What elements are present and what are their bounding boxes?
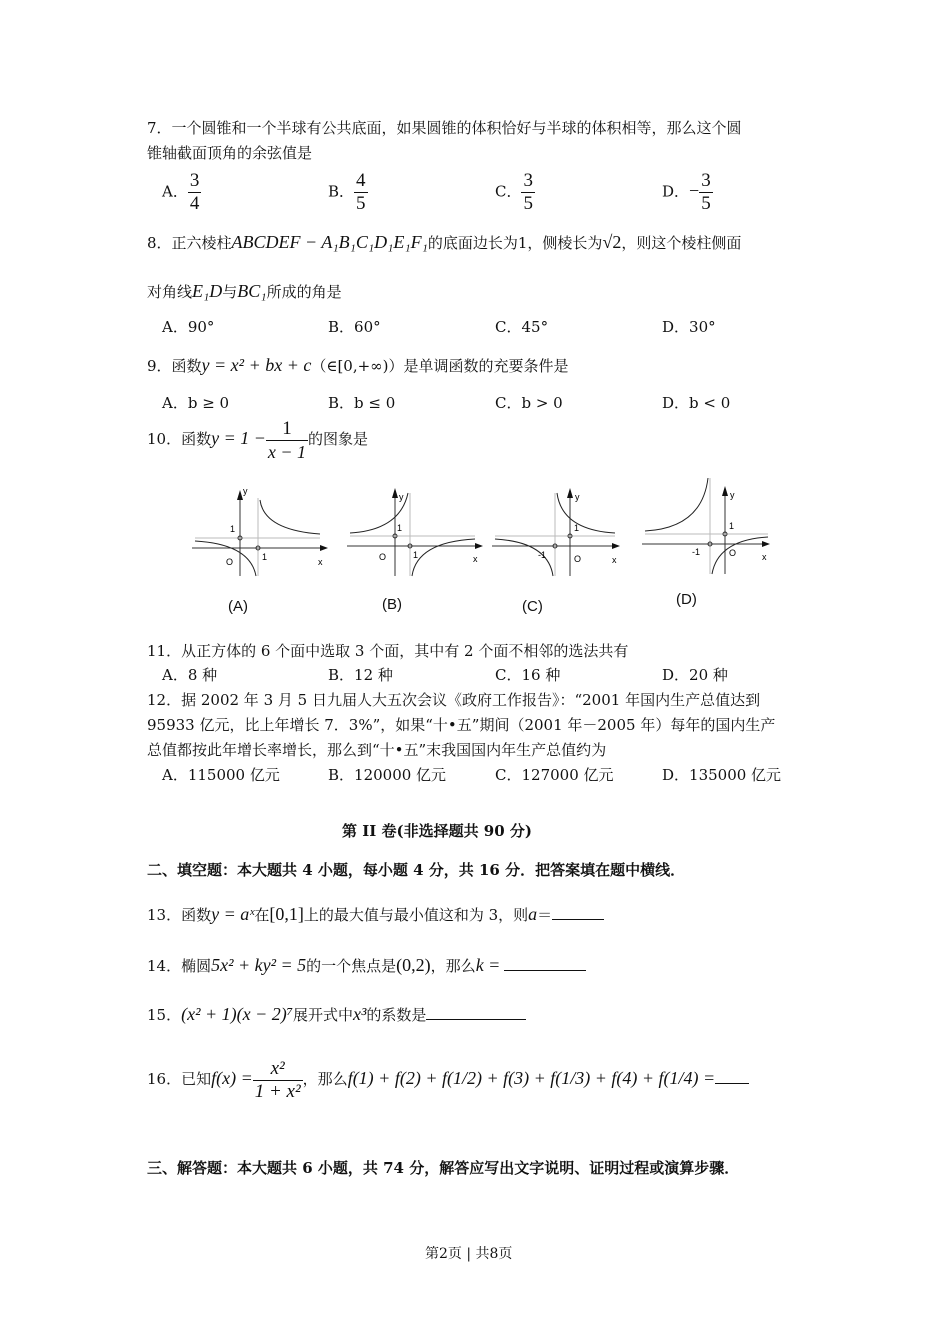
- q15-answer-blank[interactable]: [426, 1003, 526, 1020]
- graph-c-y: y: [575, 492, 580, 502]
- graph-b-y: y: [399, 492, 404, 502]
- graph-d-x: x: [762, 552, 767, 562]
- q12-line3: 总值都按此年增长率增长，那么到“十•五”末我国国内年生产总值约为: [147, 741, 607, 759]
- q8-line2: 对角线E₁D与BC₁所成的角是: [147, 281, 342, 301]
- q13-answer-blank[interactable]: [552, 903, 604, 920]
- q9-line: 9．函数y = x² + bx + c（∈[0,+∞)）是单调函数的充要条件是: [147, 355, 569, 375]
- graph-a-origin: O: [226, 557, 234, 567]
- q11-option-b: B．12 种: [328, 666, 393, 684]
- q7-option-a: A． $\frac{3}{4}$: [162, 170, 200, 214]
- part2-title: 第 II 卷(非选择题共 90 分): [342, 822, 532, 840]
- graph-d: [640, 476, 780, 576]
- graph-c-x: x: [612, 555, 617, 565]
- q11-line: 11．从正方体的 6 个面中选取 3 个面，其中有 2 个面不相邻的选法共有: [147, 642, 629, 660]
- q7-line1: 7．一个圆锥和一个半球有公共底面，如果圆锥的体积恰好与半球的体积相等，那么这个圆: [147, 119, 742, 137]
- q8-option-b: B．60°: [328, 318, 381, 336]
- page-footer: 第2页 | 共8页: [425, 1246, 513, 1262]
- graph-d-origin: O: [729, 548, 737, 558]
- graph-b-tick2: 1: [413, 550, 419, 560]
- graph-d-label: (D): [676, 591, 697, 608]
- graph-b: [345, 488, 485, 578]
- q11-option-d: D．20 种: [662, 666, 728, 684]
- graph-a-label: (A): [228, 598, 248, 615]
- q7-line2: 锥轴截面顶角的余弦值是: [147, 144, 313, 162]
- graph-a-x: x: [318, 557, 323, 567]
- graph-a: [190, 488, 330, 578]
- q7-option-c: C． $\frac{3}{5}$: [495, 170, 533, 214]
- graph-b-tick1: 1: [397, 523, 403, 533]
- q9-option-b: B．b ≤ 0: [328, 394, 396, 412]
- graph-c-label: (C): [522, 598, 543, 615]
- q11-option-c: C．16 种: [495, 666, 561, 684]
- graph-b-label: (B): [382, 596, 402, 613]
- q12-option-d: D．135000 亿元: [662, 766, 782, 784]
- q9-option-d: D．b < 0: [662, 394, 731, 412]
- graph-a-tick1: 1: [230, 524, 236, 534]
- graph-b-origin: O: [379, 552, 387, 562]
- q12-option-a: A．115000 亿元: [162, 766, 280, 784]
- q14-answer-blank[interactable]: [504, 954, 586, 971]
- q13-line: 13．函数y = aˣ在[0,1]上的最大值与最小值这和为 3，则a＝: [147, 903, 604, 925]
- graph-d-tick2: -1: [692, 547, 701, 557]
- q11-option-a: A．8 种: [162, 666, 218, 684]
- q8-option-d: D．30°: [662, 318, 716, 336]
- q8-option-c: C．45°: [495, 318, 549, 336]
- q10-line: 10．函数y = 1 − $\frac{1}{x - 1}$ 的图象是: [147, 417, 369, 462]
- q15-line: 15．(x² + 1)(x − 2)⁷展开式中x³的系数是: [147, 1003, 526, 1025]
- q7-option-b: B． $\frac{4}{5}$: [328, 170, 366, 214]
- q8-option-a: A．90°: [162, 318, 215, 336]
- section2-heading: 二、填空题：本大题共 4 小题，每小题 4 分，共 16 分．把答案填在题中横线．: [147, 861, 686, 879]
- graph-d-y: y: [730, 490, 735, 500]
- graph-a-y: y: [243, 488, 248, 496]
- graph-a-tick2: 1: [262, 552, 268, 562]
- graph-c-tick2: -1: [538, 550, 547, 560]
- section3-heading: 三、解答题：本大题共 6 小题，共 74 分，解答应写出文字说明、证明过程或演算步骤．: [147, 1159, 740, 1177]
- graph-c: [490, 488, 630, 578]
- graph-b-x: x: [473, 554, 478, 564]
- q9-option-a: A．b ≥ 0: [162, 394, 230, 412]
- q14-line: 14．椭圆5x² + ky² = 5的一个焦点是(0,2)，那么k =: [147, 954, 586, 976]
- graph-c-tick1: 1: [574, 523, 580, 533]
- q12-line2: 95933 亿元，比上年增长 7．3%”，如果“十•五”期间（2001 年－2005 年）每年的国内生产: [147, 716, 776, 734]
- q16-answer-blank[interactable]: [715, 1067, 749, 1084]
- q7-option-d: D．− $\frac{3}{5}$: [662, 170, 711, 214]
- graph-d-tick1: 1: [729, 521, 735, 531]
- q16-line: 16．已知f(x) = $\frac{\text{x²}}{\text{1 + x²}}$ ，那么f(1) + f(2) + f(1/2) + f(3) + f(1/3) + f(4) + f(1/4) =: [147, 1052, 749, 1105]
- q9-option-c: C．b > 0: [495, 394, 563, 412]
- q8-line1: 8．正六棱柱ABCDEF − A₁B₁C₁D₁E₁F₁的底面边长为1，侧棱长为√2，则这个棱柱侧面: [147, 232, 742, 252]
- q12-option-c: C．127000 亿元: [495, 766, 614, 784]
- graph-c-origin: O: [574, 554, 582, 564]
- q12-option-b: B．120000 亿元: [328, 766, 447, 784]
- q12-line1: 12．据 2002 年 3 月 5 日九届人大五次会议《政府工作报告》：“2001 年国内生产总值达到: [147, 691, 761, 709]
